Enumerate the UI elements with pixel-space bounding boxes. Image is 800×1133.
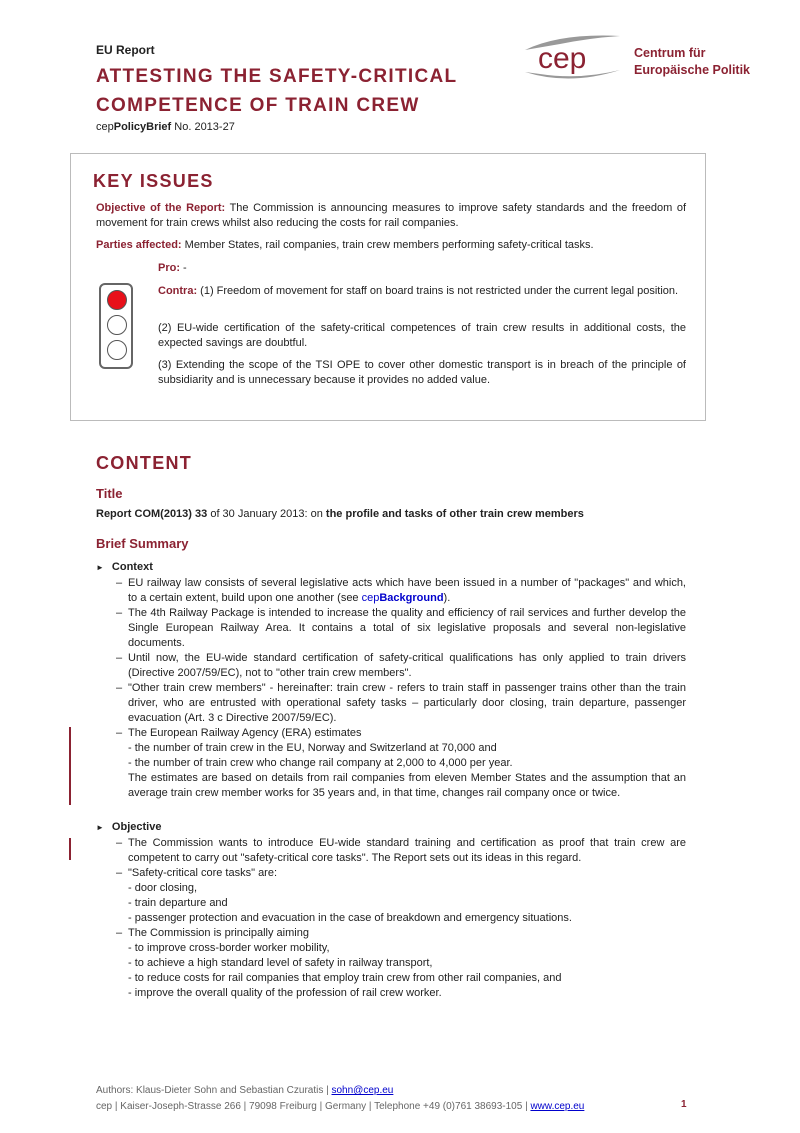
parties-affected <box>96 238 686 253</box>
traffic-light-icon <box>99 283 133 369</box>
footer <box>96 1083 584 1115</box>
objective-3c: - to reduce costs for rail companies that employ train crew from other rail companies, and <box>128 972 562 984</box>
list-item: – The Commission wants to introduce EU-wide standard training and certification as proof that train crew are competent to carry out "safety-critical core tasks". The Report sets out its ideas in this regard. <box>116 836 686 866</box>
cep-background-link[interactable] <box>362 592 444 604</box>
email-link[interactable]: sohn@cep.eu <box>331 1085 394 1096</box>
triangle-bullet-icon: ► <box>96 563 104 572</box>
list-item <box>116 576 686 606</box>
content-title: CONTENT <box>96 453 193 473</box>
pro-text: - <box>180 262 187 274</box>
objective-3b: - to achieve a high standard level of safety in railway transport, <box>128 957 433 969</box>
key-issues-title: KEY ISSUES <box>93 171 214 191</box>
objective-2a: - door closing, <box>128 882 198 894</box>
objective-3d: - improve the overall quality of the profession of rail crew worker. <box>128 987 442 999</box>
objective-2c: - passenger protection and evacuation in the case of breakdown and emergency situations. <box>128 912 572 924</box>
objective-3a: - to improve cross-border worker mobility, <box>128 942 330 954</box>
objective-of-report <box>96 201 686 231</box>
list-item <box>116 926 686 1001</box>
amber-light-icon <box>107 315 127 335</box>
footer-authors-line <box>96 1083 584 1099</box>
contra-2: (2) EU-wide certification of the safety-critical competences of train crew results in additional costs, the expected savings are doubtful. <box>158 322 686 349</box>
report-subject: the profile and tasks of other train crew members <box>325 508 584 520</box>
change-bar <box>69 838 71 860</box>
objective-2b: - train departure and <box>128 897 228 909</box>
objective-heading <box>96 821 161 833</box>
report-id: Report COM(2013) 33 <box>96 508 208 520</box>
eu-report-label: EU Report <box>96 43 155 57</box>
objective-3-text: – The Commission is principally aiming <box>128 927 309 939</box>
page-title: ATTESTING THE SAFETY-CRITICAL COMPETENCE OF TRAIN CREW <box>96 66 458 116</box>
context-5a: - the number of train crew in the EU, Norway and Switzerland at 70,000 and <box>128 742 497 754</box>
context-heading-text: Context <box>111 561 153 573</box>
list-item: – Until now, the EU-wide standard certification of safety-critical qualifications has only applied to train drivers (Directive 2007/59/EC), not to "other train crew members". <box>116 651 686 681</box>
policybrief-no: No. 2013-27 <box>171 121 235 133</box>
context-5c: The estimates are based on details from rail companies from eleven Member States and the assumption that an average train crew member works for 35 years and, in that time, changes rail company once or twice. <box>128 772 686 799</box>
list-item <box>116 866 686 926</box>
contra-1-text: (1) Freedom of movement for staff on board trains is not restricted under the current legal position. <box>197 285 679 297</box>
footer-authors: Authors: Klaus-Dieter Sohn and Sebastian Czuratis | <box>96 1085 332 1096</box>
page-number: 1 <box>681 1099 687 1110</box>
policybrief-number <box>96 121 235 133</box>
brief-summary-heading: Brief Summary <box>96 536 189 551</box>
objective-heading-text: Objective <box>111 821 162 833</box>
contra-3: (3) Extending the scope of the TSI OPE to cover other domestic transport is in breach of the principle of subsidiarity and is unnecessary because it provides no added value. <box>158 359 686 386</box>
list-item: – The 4th Railway Package is intended to increase the quality and efficiency of rail services and further develop the Single European Railway Area. It contains a total of six legislative proposals and several non-legislative documents. <box>116 606 686 651</box>
context-1-end: ). <box>443 592 451 604</box>
triangle-bullet-icon: ► <box>96 823 104 832</box>
footer-address-line <box>96 1099 584 1115</box>
contra-label: Contra: <box>158 285 198 297</box>
pro-label: Pro: <box>158 262 180 274</box>
title-heading: Title <box>96 486 123 501</box>
footer-address: cep | Kaiser-Joseph-Strasse 266 | 79098 Freiburg | Germany | Telephone +49 (0)761 38693-105 | <box>96 1101 531 1112</box>
red-light-icon <box>107 290 127 310</box>
list-item: – "Other train crew members" - hereinafter: train crew - refers to train staff in passenger trains other than the train driver, who are entrusted with operational safety tasks – particularly door closing, train departure, passenger evacuation (Art. 3 c Directive 2007/59/EC). <box>116 681 686 726</box>
link-prefix: cep <box>361 592 380 604</box>
logo-line-1: Centrum für <box>634 46 706 60</box>
website-link[interactable]: www.cep.eu <box>530 1101 585 1112</box>
report-reference <box>96 507 686 522</box>
link-bold: Background <box>379 592 444 604</box>
policybrief-prefix: cep <box>96 121 114 133</box>
report-date: of 30 January 2013: on <box>207 508 326 520</box>
parties-label: Parties affected: <box>96 239 182 251</box>
contra-1 <box>158 284 686 299</box>
objective-2-text: – "Safety-critical core tasks" are: <box>128 867 278 879</box>
logo-mark: cep <box>538 42 587 75</box>
objective-list <box>116 836 686 1001</box>
objective-text: The Commission is announcing measures to improve safety standards and the freedom of movement for train crews whilst also reducing the costs for rail companies. <box>96 202 686 229</box>
logo-line-2: Europäische Politik <box>634 63 751 77</box>
pro-section <box>158 261 686 276</box>
change-bar <box>69 727 71 805</box>
context-1-text: EU railway law consists of several legislative acts which have been issued in a number of "packages" and which, to a certain extent, build upon one another (see <box>128 577 686 604</box>
list-item <box>116 726 686 801</box>
context-5b: - the number of train crew who change rail company at 2,000 to 4,000 per year. <box>128 757 513 769</box>
objective-label: Objective of the Report: <box>96 202 226 214</box>
context-list <box>116 576 686 801</box>
policybrief-bold: PolicyBrief <box>113 121 172 133</box>
context-heading <box>96 561 153 573</box>
green-light-icon <box>107 340 127 360</box>
parties-text: Member States, rail companies, train crew members performing safety-critical tasks. <box>181 239 594 251</box>
logo-text <box>634 45 750 79</box>
context-5-text: – The European Railway Agency (ERA) estimates <box>128 727 362 739</box>
